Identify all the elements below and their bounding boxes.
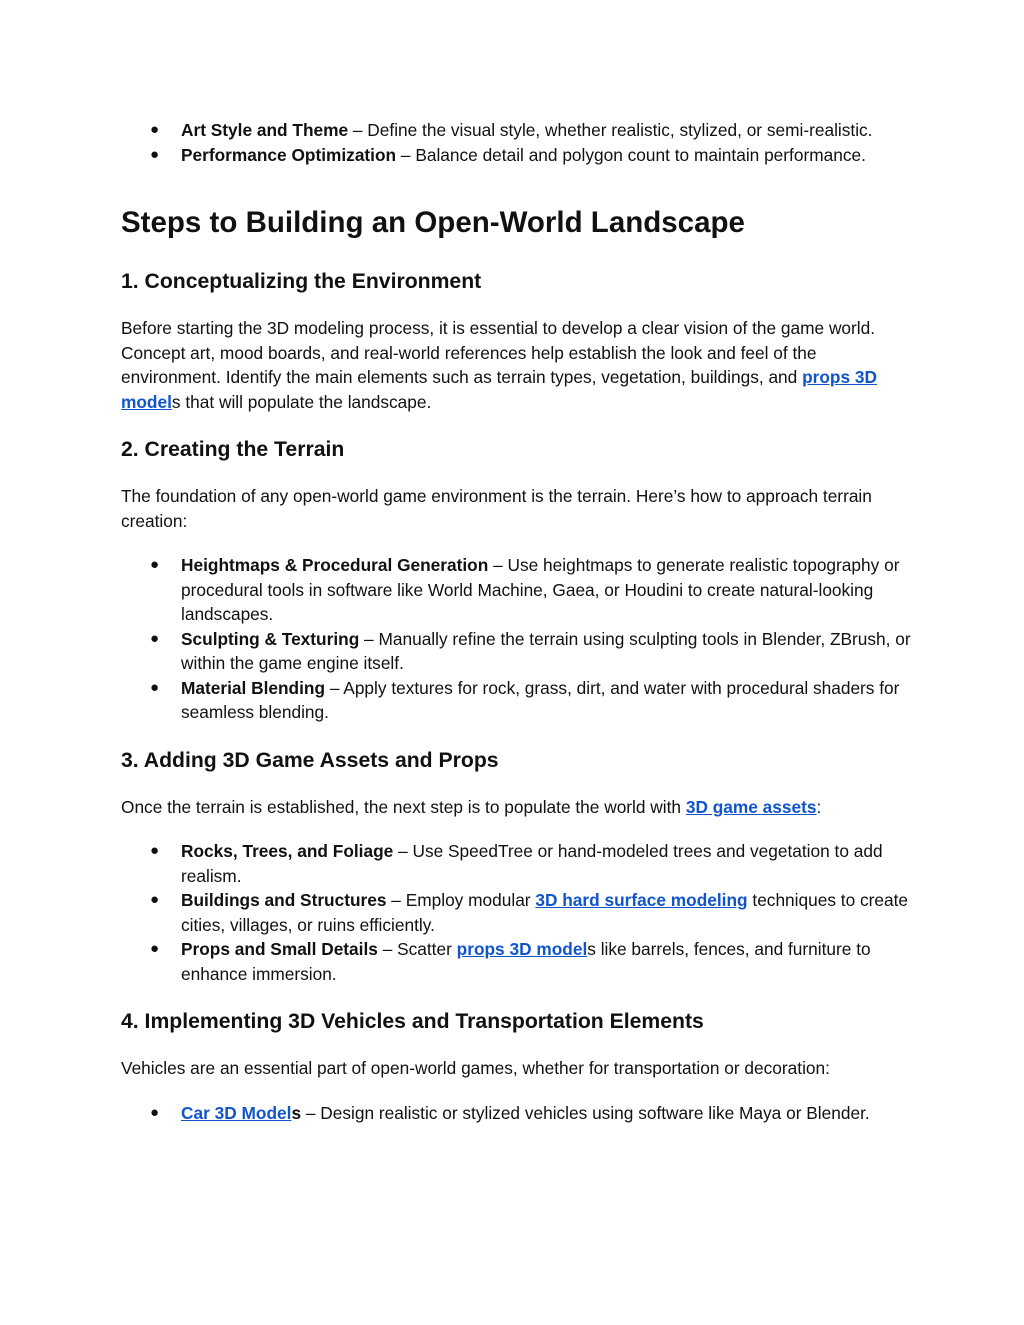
list-item-term: Sculpting & Texturing	[181, 628, 360, 649]
list-item	[121, 937, 911, 986]
list-item-term: s	[291, 1102, 302, 1123]
list-item	[121, 888, 911, 937]
list-item	[121, 1101, 911, 1126]
assets-bullet-list	[121, 839, 911, 986]
section-3-paragraph	[121, 795, 911, 820]
list-item	[121, 839, 911, 888]
section-heading-1: 1. Conceptualizing the Environment	[121, 270, 482, 293]
paragraph-text: Once the terrain is established, the next step is to populate the world with	[121, 796, 686, 817]
car-3d-model-link[interactable]: Car 3D Model	[181, 1102, 292, 1123]
section-2-paragraph: The foundation of any open-world game environment is the terrain. Here’s how to approach terrain creation:	[121, 486, 872, 531]
props-3d-model-link[interactable]: props 3D model	[121, 367, 877, 412]
list-item	[121, 118, 911, 143]
paragraph-text: s that will populate the landscape.	[171, 391, 432, 412]
list-item-desc: techniques to create cities, villages, or ruins efficiently.	[181, 890, 909, 935]
list-item-desc: – Define the visual style, whether realistic, stylized, or semi-realistic.	[348, 120, 873, 140]
section-heading-3: 3. Adding 3D Game Assets and Props	[121, 748, 499, 772]
vehicles-bullet-list	[121, 1101, 911, 1126]
list-item	[121, 143, 911, 168]
list-item-desc: – Employ modular	[386, 890, 536, 910]
list-item-term: Props and Small Details	[181, 939, 378, 959]
list-item-term: Buildings and Structures	[181, 890, 387, 910]
section-1-paragraph	[121, 316, 911, 414]
list-item-desc: – Use heightmaps to generate realistic topography or procedural tools in software like World Machine, Gaea, or Houdini to create natural-looking landscapes.	[181, 555, 900, 624]
section-4-paragraph: Vehicles are an essential part of open-world games, whether for transportation or decoration:	[121, 1058, 830, 1078]
list-item	[121, 553, 911, 627]
list-item-term: Art Style and Theme	[181, 120, 349, 140]
list-item-term: Heightmaps & Procedural Generation	[181, 555, 489, 575]
list-item-desc: – Design realistic or stylized vehicles using software like Maya or Blender.	[301, 1102, 870, 1123]
props-3d-model-link[interactable]: props 3D model	[456, 939, 588, 959]
list-item-desc: – Apply textures for rock, grass, dirt, and water with procedural shaders for seamless blending.	[181, 677, 900, 722]
page-heading: Steps to Building an Open-World Landscape	[121, 206, 745, 239]
document-page	[121, 118, 911, 1125]
list-item-desc: – Manually refine the terrain using sculpting tools in Blender, ZBrush, or within the game engine itself.	[181, 628, 911, 673]
list-item-desc: – Scatter	[377, 939, 457, 959]
terrain-bullet-list	[121, 553, 911, 725]
list-item	[121, 627, 911, 676]
list-item-term: Material Blending	[181, 677, 326, 698]
list-item-desc: – Use SpeedTree or hand-modeled trees and vegetation to add realism.	[181, 841, 883, 886]
paragraph-text: :	[816, 796, 822, 817]
list-item-desc: – Balance detail and polygon count to maintain performance.	[396, 144, 866, 165]
3d-hard-surface-modeling-link[interactable]: 3D hard surface modeling	[535, 890, 748, 910]
list-item-desc: s like barrels, fences, and furniture to enhance immersion.	[181, 939, 871, 984]
list-item-term: Performance Optimization	[181, 144, 397, 165]
list-item-term: Rocks, Trees, and Foliage	[181, 841, 394, 861]
paragraph-text: Before starting the 3D modeling process, it is essential to develop a clear vision of the game world. Concept art, mood boards, and real-world references help establish the look and feel of the environment. Identify the main elements such as terrain types, vegetation, buildings, and	[121, 318, 876, 387]
section-heading-2: 2. Creating the Terrain	[121, 438, 345, 461]
section-heading-4: 4. Implementing 3D Vehicles and Transportation Elements	[121, 1010, 704, 1033]
3d-game-assets-link[interactable]: 3D game assets	[685, 796, 817, 817]
list-item	[121, 676, 911, 725]
intro-bullet-list	[121, 118, 911, 167]
